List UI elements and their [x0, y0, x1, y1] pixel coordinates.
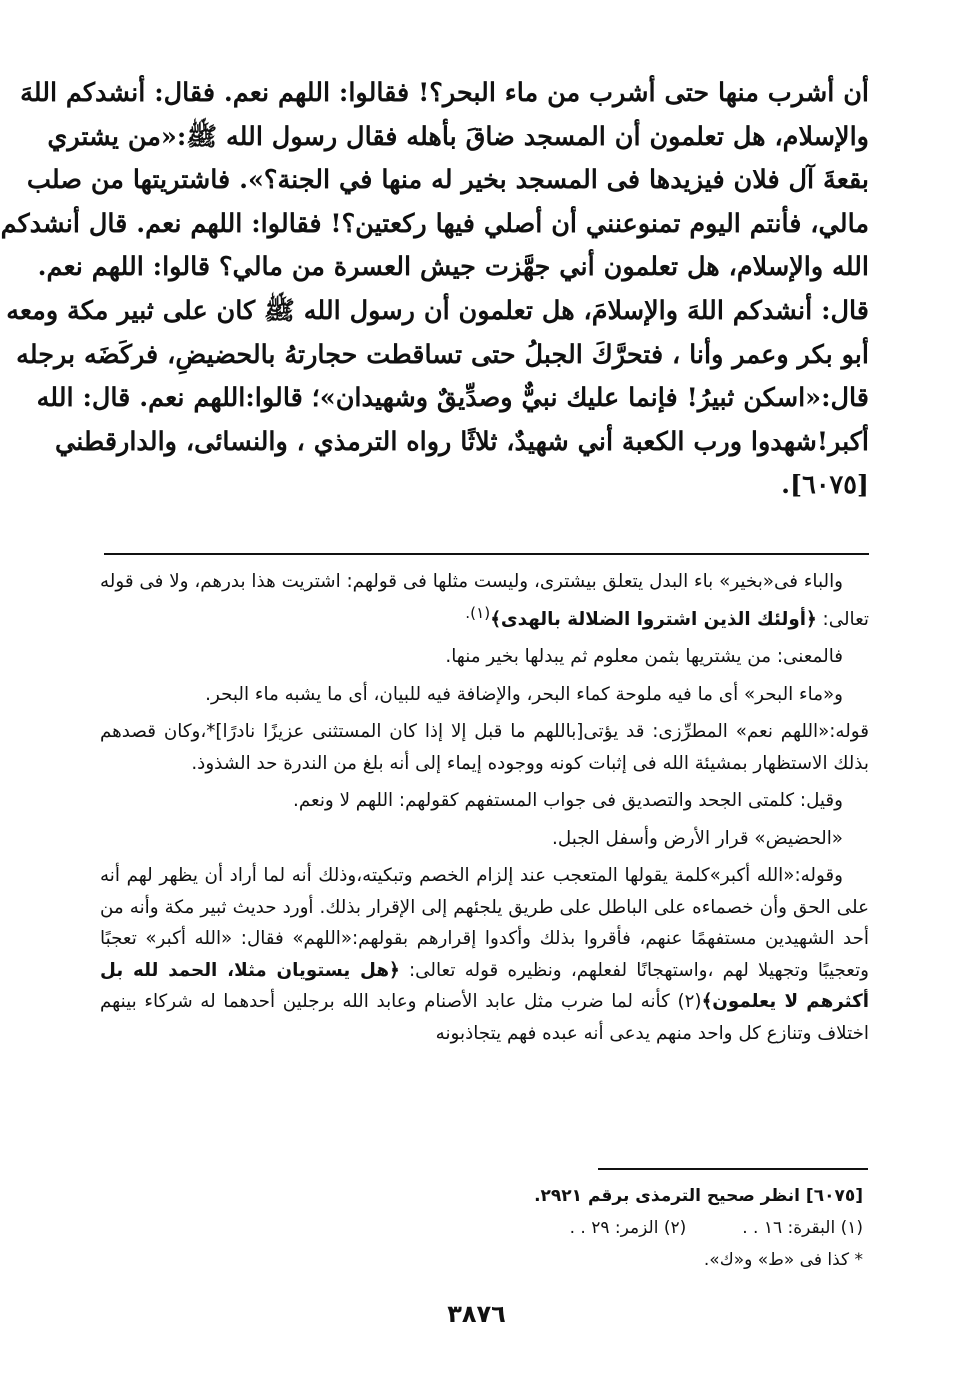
- commentary-paragraph: فالمعنى: من يشتريها بثمن معلوم ثم يبدلها بخير منها.: [445, 646, 843, 668]
- main-text-line: أن أشرب منها حتى أشرب من ماء البحر؟! فقالوا: اللهم نعم. فقال: أنشدكم اللهَ: [20, 78, 869, 108]
- commentary-paragraph: [100, 860, 869, 1049]
- hadith-reference-number: [٦٠٧٥].: [781, 470, 869, 501]
- hadith-main-text: [0, 72, 869, 508]
- commentary-text: والباء فى«بخير» باء البدل يتعلق بيشترى، وليست مثلها فى قولهم: اشتريت هذا بدرهم، ولا فى قوله تعالى:: [100, 571, 869, 630]
- main-text-line: قال:«اسكن ثبيرُ! فإنما عليك نبيٌّ وصدِّيقٌ وشهيدان»؛ قالوا:اللهم نعم. قال: الله: [36, 383, 869, 414]
- commentary-paragraph: «الحضيض» قرار الأرض وأسفل الجبل.: [552, 827, 843, 849]
- main-text-line: بقعةَ آل فلان فيزيدها فى المسجد بخير له منها في الجنة؟». فاشتريتها من صلب: [26, 165, 869, 196]
- commentary-paragraph: قوله:«اللهم نعم» المطرِّزى: قد يؤتى[باللهم ما قبل إلا إذا كان المستثنى عزيزًا نادرًا]*،وكان قصدهم بذلك الاستظهار بمشيئة الله فى إثبات كونه ووجوده إيماء إلى أنه بلغ من الندرة حد الشذوذ.: [100, 721, 869, 774]
- main-text-line: مالي، فأنتم اليوم تمنوعنني أن أصلي فيها ركعتين؟! فقالوا: اللهم نعم. قال أنشدكم: [0, 208, 869, 239]
- commentary-paragraph: وقيل: كلمتى الجحد والتصديق فى جواب المستفهم كقولهم: اللهم لا ونعم.: [293, 790, 843, 812]
- page-number: ٣٨٧٦: [447, 1300, 506, 1328]
- main-text-line: الله والإسلام، هل تعلمون أني جهَّزت جيش العسرة من مالي؟ قالوا: اللهم نعم.: [37, 252, 869, 283]
- commentary-paragraph: [100, 566, 869, 635]
- main-text-line: أبو بكر وعمر وأنا ، فتحرَّكَ الجبلُ حتى تساقطت حجارتهُ بالحضيضِ، فركَضَه برجله: [16, 339, 869, 370]
- commentary-paragraph: و«ماء البحر» أى ما فيه ملوحة كماء البحر، والإضافة فيه للبيان، أى ما يشبه ماء البحر.: [205, 683, 843, 705]
- footnote-2: (٢) الزمر: ٢٩ . .: [569, 1218, 687, 1238]
- footnote-star: * كذا فى «ط» و«ك».: [703, 1250, 863, 1270]
- quran-verse: ﴿أولئك الذين اشتروا الضلالة بالهدى﴾: [490, 608, 817, 630]
- footnote-pair: [503, 1212, 863, 1244]
- commentary-text: (٢) كأنه لما ضرب مثل عابد الأصنام وعابد الله برجلين أحدهما له شركاء بينهم اختلاف وتنازع كل واحد منهم يدعى أنه عبده فهم يتجاذبونه: [100, 991, 869, 1044]
- commentary-text: وقوله:«الله أكبر»كلمة يقولها المتعجب عند إلزام الخصم وتبكيته،وذلك أنه لما أراد أن يظهر لهم أنه على الحق وأن خصماءه على الباطل على طريق يلجئهم إلى الإقرار بذلك. أورد حديث ثبير مكة وأنه من أحد الشهيدين مستفهمًا عنهم، فأقروا بذلك وأكدوا إقرارهم بقولهم:«اللهم» فقال: «الله أكبر» تعجبًا وتعجيبًا وتجهيلا لهم ،واستهجانًا لفعلهم، ونظيره قوله تعالى:: [100, 865, 869, 981]
- footnote-reference: [٦٠٧٥] انظر صحيح الترمذى برقم ٢٩٢١.: [534, 1186, 863, 1206]
- footnote-1: (١) البقرة: ١٦ . .: [742, 1218, 863, 1238]
- footnote-marker: (١).: [465, 603, 491, 622]
- footnotes-section: [503, 1180, 863, 1276]
- main-text-line: أكبر!شهدوا ورب الكعبة أني شهيدٌ، ثلاثًا رواه الترمذي ، والنسائى، والدارقطني: [54, 426, 869, 457]
- main-text-line: والإسلام، هل تعلمون أن المسجد ضاقَ بأهله فقال رسول الله ﷺ:«من يشتري: [47, 121, 869, 152]
- main-text-line: قال: أنشدكم اللهَ والإسلامَ، هل تعلمون أن رسول الله ﷺ كان على ثبير مكة ومعه: [6, 295, 869, 326]
- footnote-divider: [598, 1168, 868, 1170]
- quran-verse: ﴿هل يستويان مثلا، الحمد لله بل أكثرهم لا يعلمون﴾: [100, 959, 870, 1013]
- main-commentary-divider: [104, 553, 869, 555]
- commentary-section: [100, 566, 869, 1055]
